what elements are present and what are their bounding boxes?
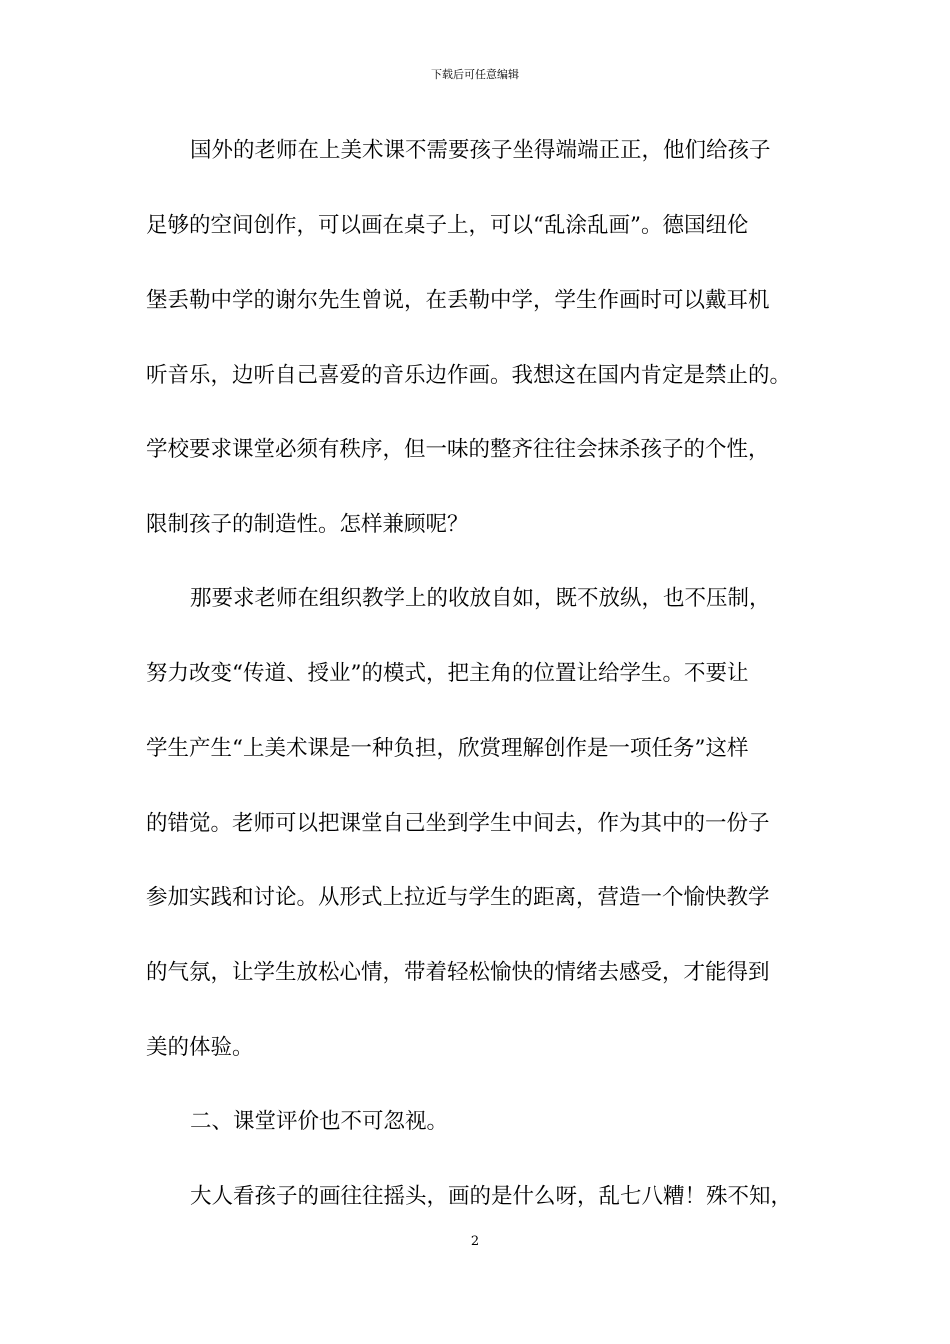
paragraph-line: 学校要求课堂必须有秩序，但一味的整齐往往会抹杀孩子的个性， bbox=[146, 437, 770, 462]
paragraph-line: 大人看孩子的画往往摇头，画的是什么呀，乱七八糟！殊不知， bbox=[190, 1184, 793, 1209]
paragraph-line: 的错觉。老师可以把课堂自己坐到学生中间去，作为其中的一份子 bbox=[146, 811, 770, 836]
paragraph-line: 努力改变“传道、授业”的模式，把主角的位置让给学生。不要让 bbox=[146, 661, 749, 686]
paragraph-line: 足够的空间创作，可以画在桌子上，可以“乱涂乱画”。德国纽伦 bbox=[146, 213, 749, 238]
paragraph-line: 美的体验。 bbox=[146, 1035, 254, 1060]
paragraph-line: 国外的老师在上美术课不需要孩子坐得端端正正，他们给孩子 bbox=[190, 138, 771, 163]
paragraph-line: 的气氛，让学生放松心情，带着轻松愉快的情绪去感受，才能得到 bbox=[146, 960, 770, 985]
page-header: 下载后可任意编辑 bbox=[431, 68, 519, 81]
paragraph-line: 那要求老师在组织教学上的收放自如，既不放纵，也不压制， bbox=[190, 586, 771, 611]
paragraph-line: 限制孩子的制造性。怎样兼顾呢？ bbox=[146, 512, 469, 537]
paragraph-line: 堡丢勒中学的谢尔先生曾说，在丢勒中学，学生作画时可以戴耳机 bbox=[146, 288, 770, 313]
paragraph-line: 参加实践和讨论。从形式上拉近与学生的距离，营造一个愉快教学 bbox=[146, 885, 770, 910]
paragraph-line: 听音乐，边听自己喜爱的音乐边作画。我想这在国内肯定是禁止的。 bbox=[146, 363, 792, 388]
page-number: 2 bbox=[470, 1234, 480, 1249]
paragraph-line: 学生产生“上美术课是一种负担，欣赏理解创作是一项任务”这样 bbox=[146, 736, 749, 761]
section-heading: 二、课堂评价也不可忽视。 bbox=[190, 1109, 449, 1134]
